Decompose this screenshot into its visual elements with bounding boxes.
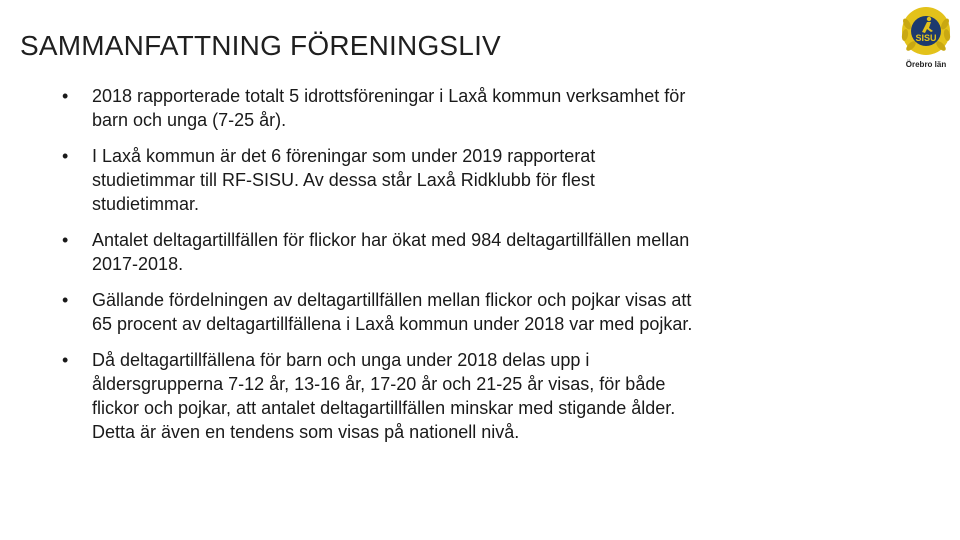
summary-bullet-list bbox=[60, 84, 700, 456]
sisu-wreath-icon bbox=[895, 4, 957, 60]
logo-caption: Örebro län bbox=[905, 60, 947, 69]
bullet-item: • Antalet deltagartillfällen för flickor har ökat med 984 deltagartillfällen mellan 2017-2018. bbox=[60, 228, 700, 276]
bullet-item: • 2018 rapporterade totalt 5 idrottsföreningar i Laxå kommun verksamhet för barn och unga (7-25 år). bbox=[60, 84, 700, 132]
svg-text:SISU: SISU bbox=[915, 33, 937, 43]
bullet-item: • I Laxå kommun är det 6 föreningar som under 2019 rapporterat studietimmar till RF-SISU. Av dessa står Laxå Ridklubb för flest studietimmar. bbox=[60, 144, 700, 216]
page-title: SAMMANFATTNING FÖRENINGSLIV bbox=[20, 30, 501, 61]
bullet-item: • Gällande fördelningen av deltagartillfällen mellan flickor och pojkar visas att 65 procent av deltagartillfällena i Laxå kommun under 2018 var med pojkar. bbox=[60, 288, 700, 336]
bullet-item: • Då deltagartillfällena för barn och unga under 2018 delas upp i åldersgrupperna 7-12 år, 13-16 år, 17-20 år och 21-25 år visas, för både flickor och pojkar, att antalet deltagartillfällen minskar med stigande ålder. Detta är även en tendens som visas på nationell nivå. bbox=[60, 348, 700, 444]
sisu-logo bbox=[895, 4, 957, 74]
